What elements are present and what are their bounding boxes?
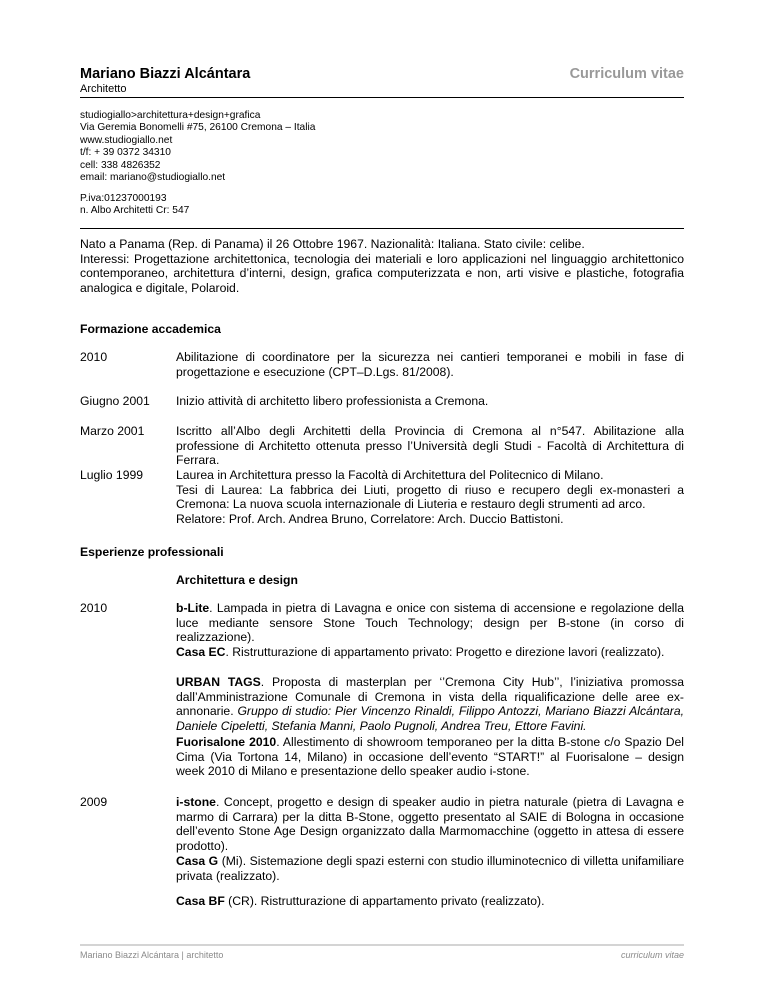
project-desc: . Lampada in pietra di Lavagna e onice con sistema di accensione e regolazione della luce mediante sensore Stone Touch Technology; design per B-stone (in corso di realizzazione). [176, 601, 684, 645]
entry-date: 2010 [80, 350, 108, 364]
project-urban-tags [176, 675, 684, 733]
footer-title: curriculum vitae [620, 950, 684, 960]
subsection-title: Architettura e design [176, 573, 298, 587]
interests: Interessi: Progettazione architettonica, tecnologia dei materiali e loro applicazioni nel linguaggio architettonico contemporaneo, architettura d’interni, design, grafica computerizzata e non, arti visive e plastiche, fotografia analogica e digitale, Polaroid. [80, 251, 684, 295]
entry-date: 2009 [80, 795, 108, 809]
project-istone [176, 795, 684, 853]
project-team: Gruppo di studio: Pier Vincenzo Rinaldi, Filippo Antozzi, Mariano Biazzi Alcántara, Daniele Cipeletti, Stefania Manni, Paolo Pugnoli, Andrea Treu, Ettore Favini. [176, 704, 684, 733]
project-desc: (Mi). Sistemazione degli spazi esterni con studio illuminotecnico di villetta unifamiliare privata (realizzato). [176, 854, 684, 883]
project-desc: (CR). Ristrutturazione di appartamento privato (realizzato). [224, 894, 545, 908]
entry-date: Marzo 2001 [80, 424, 145, 438]
project-name: Casa G [176, 854, 219, 868]
project-desc: . Proposta di masterplan per ‘’Cremona City Hub’’, l’iniziativa promossa dall’Amministrazione Comunale di Cremona in vista della riqualificazione delle aree ex-annonarie. [176, 675, 684, 719]
project-name: Casa BF [176, 894, 225, 908]
project-desc: . Concept, progetto e design di speaker audio in pietra naturale (pietra di Lavagna e marmo di Carrara) per la ditta B-Stone, oggetto presentato al SAIE di Bologna in occasione dell’evento Stone Age Design organizzato dalla Marmomacchine (oggetto in attesa di essere prodotto). [176, 795, 684, 853]
albo-number: n. Albo Architetti Cr: 547 [80, 205, 190, 217]
entry-text: Inizio attività di architetto libero professionista a Cremona. [176, 394, 489, 408]
project-name: Casa EC [176, 645, 226, 659]
studio-name: studiogiallo>architettura+design+grafica [80, 110, 261, 121]
entry-date: 2010 [80, 601, 108, 615]
project-fuorisalone [176, 735, 684, 779]
vat-number: P.iva:01237000193 [80, 193, 167, 204]
contact-block [80, 110, 315, 184]
project-casa-bf [176, 894, 684, 909]
email-address[interactable]: email: mariano@studiogiallo.net [80, 172, 226, 184]
project-casa-ec [176, 645, 684, 660]
entry-date: Giugno 2001 [80, 394, 150, 408]
project-desc: . Ristrutturazione di appartamento privato: Progetto e direzione lavori (realizzato). [225, 645, 665, 659]
entry-text: Abilitazione di coordinatore per la sicurezza nei cantieri temporanei e mobili in fase di progettazione e esecuzione (CPT–D.Lgs. 81/2008). [176, 350, 684, 379]
personal-info [80, 237, 684, 295]
studio-address: Via Geremia Bonomelli #75, 26100 Cremona – Italia [80, 122, 316, 134]
registration-block [80, 193, 189, 218]
author-name: Mariano Biazzi Alcántara [80, 66, 251, 82]
header-divider [80, 97, 684, 98]
phone-number: t/f: + 39 0372 34310 [80, 147, 171, 159]
entry-text: Iscritto all’Albo degli Architetti della Provincia di Cremona al n°547. Abilitazione alla professione di Architetto ottenuta presso l’Università degli Studi - Facoltà di Architettura di Ferrara. [176, 424, 684, 468]
project-casa-g [176, 854, 684, 883]
relatore-line: Relatore: Prof. Arch. Andrea Bruno, Correlatore: Arch. Duccio Battistoni. [176, 511, 564, 526]
footer-divider [80, 944, 684, 946]
project-name: Fuorisalone 2010 [176, 735, 277, 749]
laurea-line: Laurea in Architettura presso la Facoltà di Architettura del Politecnico di Milano. [176, 468, 604, 482]
contact-divider [80, 228, 684, 229]
website-link[interactable]: www.studiogiallo.net [80, 134, 173, 146]
tesi-line: Tesi di Laurea: La fabbrica dei Liuti, progetto di riuso e recupero degli ex-monasteri a Cremona: La nuova scuola internazionale di Liuteria e restauro degli strumenti ad arco. [176, 482, 684, 512]
project-desc: . Allestimento di showroom temporaneo per la ditta B-stone c/o Spazio Del Cima (Via Tortona 14, Milano) in occasione dell’evento “START!” al Fuorisalone – design week 2010 di Milano e presentazione dello speaker audio i-stone. [176, 735, 684, 779]
entry-date: Luglio 1999 [80, 468, 144, 482]
cell-number: cell: 338 4826352 [80, 159, 161, 171]
entry-text-laurea [176, 468, 684, 526]
project-blite [176, 601, 684, 645]
document-title: Curriculum vitae [569, 66, 684, 82]
section-title-esperienze: Esperienze professionali [80, 545, 224, 559]
footer-author: Mariano Biazzi Alcántara | architetto [80, 950, 224, 960]
project-name: URBAN TAGS [176, 675, 261, 689]
project-name: b-Lite [176, 601, 210, 615]
section-title-formazione: Formazione accademica [80, 322, 221, 336]
author-role: Architetto [80, 83, 127, 95]
project-name: i-stone [176, 795, 216, 809]
birth-info: Nato a Panama (Rep. di Panama) il 26 Ottobre 1967. Nazionalità: Italiana. Stato civile: celibe. [80, 237, 585, 251]
